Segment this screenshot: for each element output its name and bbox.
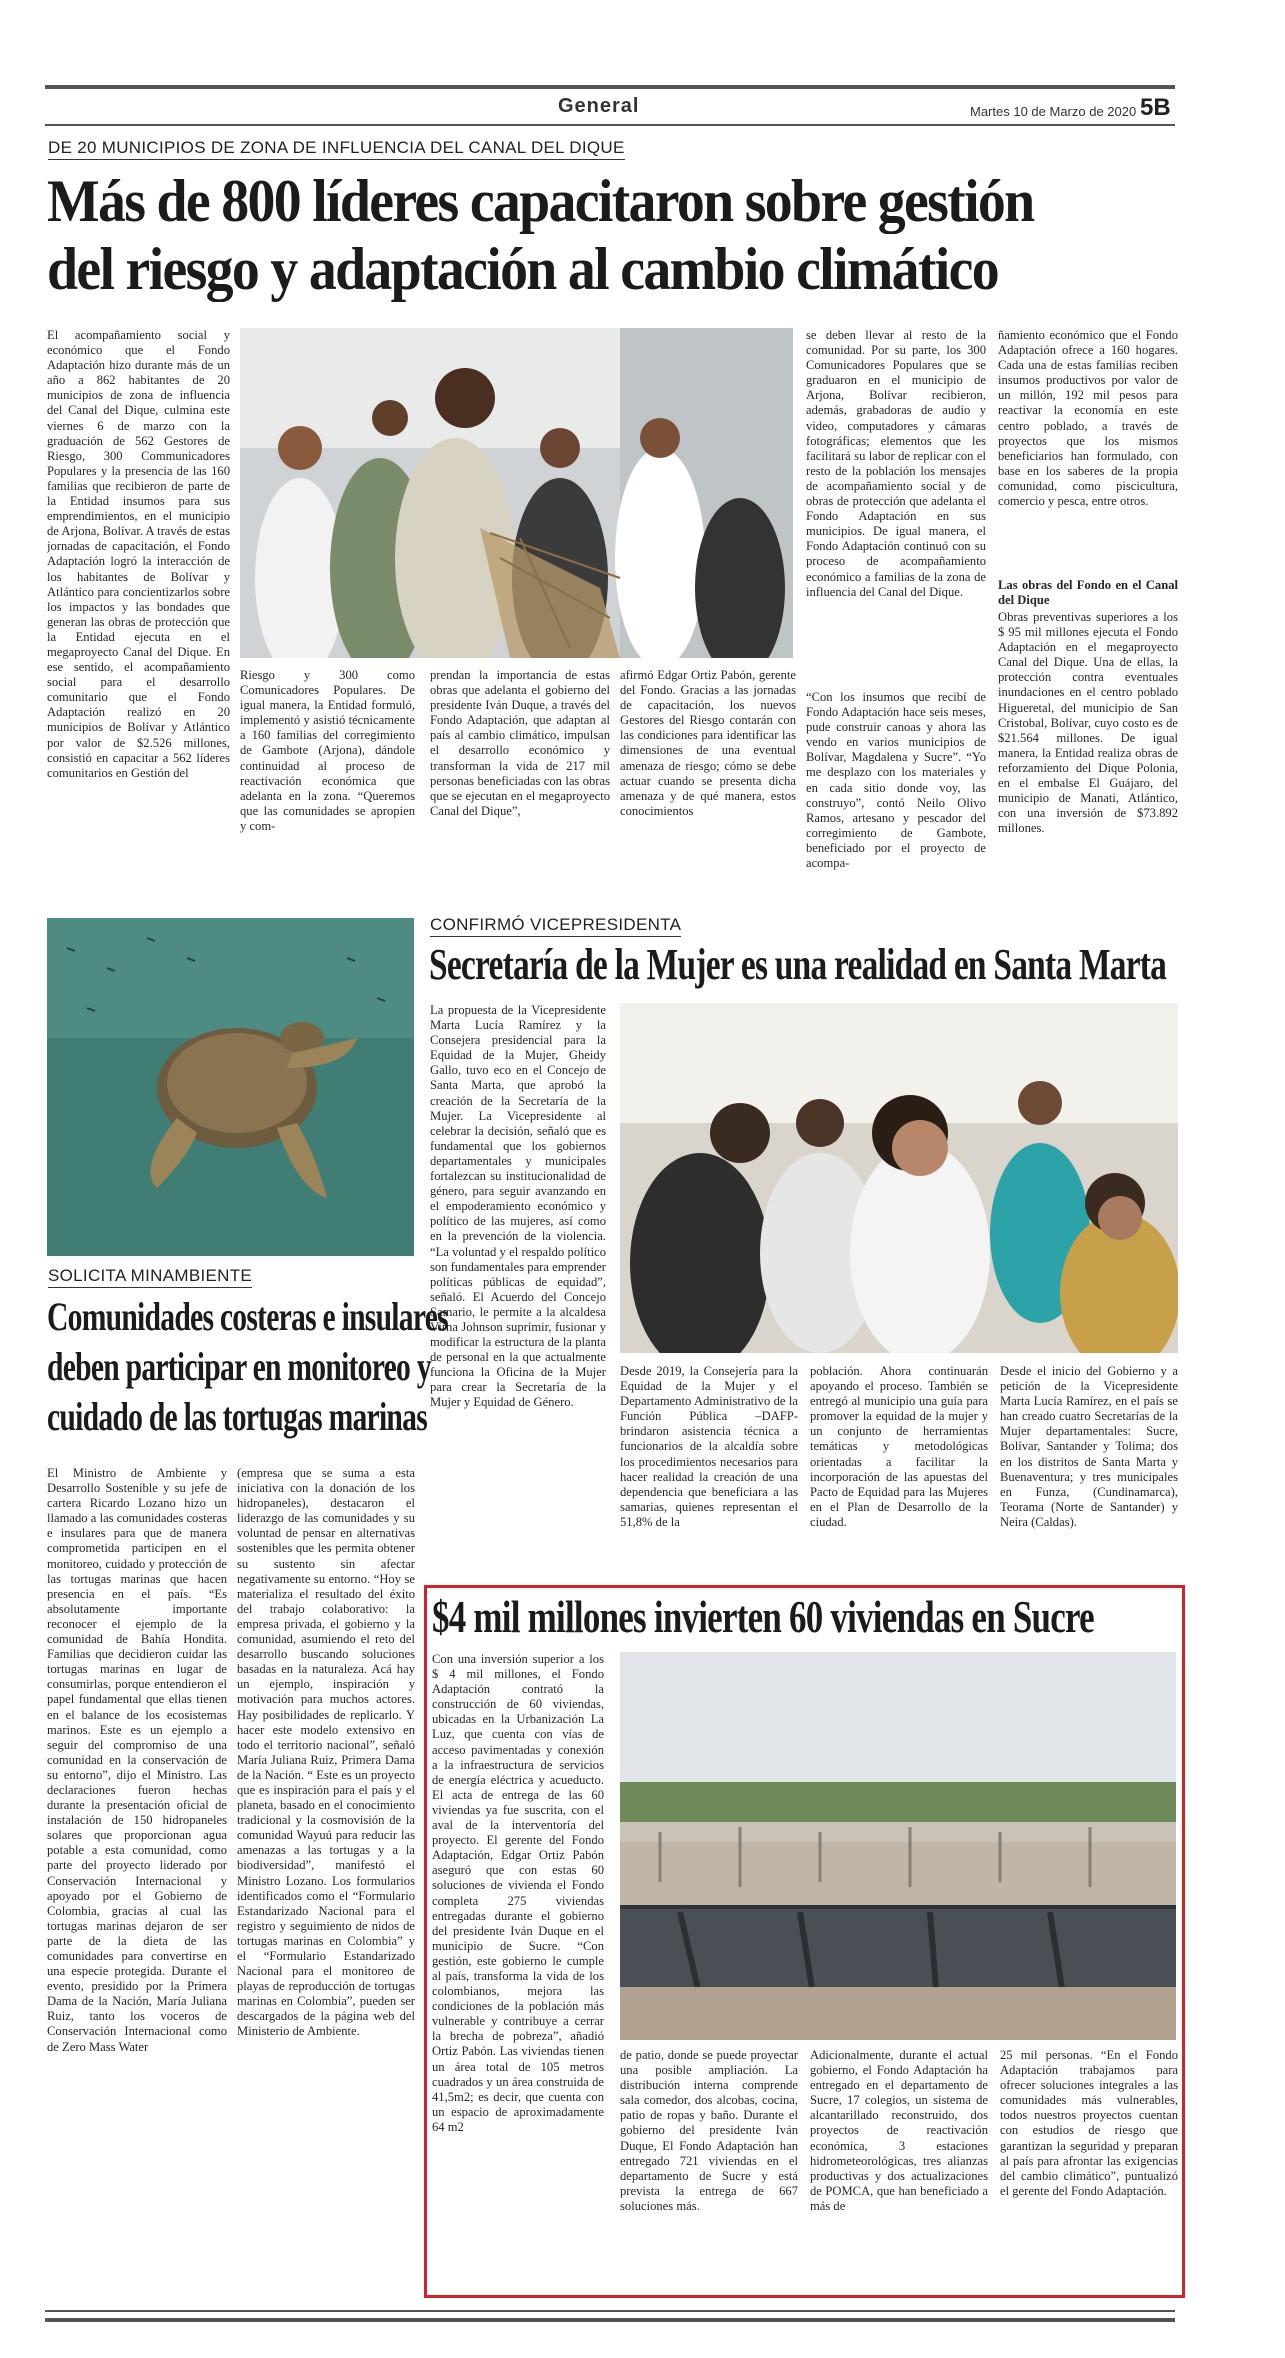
article1-column-6: ñamiento económico que el Fondo Adaptación ofrece a 160 hogares. Cada una de estas familias reciben insumos productivos por valor de un millón, 192 mil pesos para reactivar la economía en este centro poblado, a través de proyectos que los mismos beneficiarios han formulado, con base en los saberes de la propia comunidad, como piscicultura, comercio y pesca, entre otros. <box>998 328 1178 509</box>
article4-column-2: de patio, donde se puede proyectar una posible ampliación. La distribución interna comprende sala comedor, dos alcobas, cocina, patio de ropas y baño. Durante el gobierno del presidente Iván Duque, El Fondo Adaptación han entregado 721 viviendas en el departamento de Sucre y está prevista la entrega de 667 soluciones más. <box>620 2048 798 2213</box>
article2-kicker: SOLICITA MINAMBIENTE <box>48 1266 252 1288</box>
footer-rule-bottom <box>45 2318 1175 2322</box>
article1-column-4b: afirmó Edgar Ortiz Pabón, gerente del Fondo. Gracias a las jornadas de capacitación, los nuevos Gestores del Riesgo contarán con las condiciones para identificar las dimensiones de una eventual amenaza de riesgo; cómo se debe actuar cuando se presenta dicha amenaza y de qué manera, estos conocimientos <box>620 668 796 818</box>
article3-photo <box>620 1003 1178 1353</box>
article1-column-3: prendan la importancia de estas obras que adelanta el gobierno del presidente Iván Duque, a través del Fondo Adaptación, que adaptan al país al cambio climático, impulsan el desarrollo económico y transforman la vida de 217 mil personas beneficiadas con las obras que se ejecutan en el megaproyecto Canal del Dique”, <box>430 668 610 818</box>
article2-title-line1: Comunidades costeras e insulares <box>47 1294 448 1339</box>
article2-column-2: (empresa que se suma a esta iniciativa con la donación de los hidropaneles), destacaron el liderazgo de las comunidades y su voluntad de pensar en alternativas sostenibles que les permita obtener su sustento sin afectar negativamente su entorno. “Hoy se materializa el resultado del éxito del trabajo colaborativo: la empresa privada, el gobierno y la comunidad, asumiendo el reto del desarrollo buscando soluciones basadas en la naturaleza. Acá hay un ejemplo, inspiración y motivación para muchos actores. Hay posibilidades de replicarlo. Y hacer este modelo extensivo en todo el territorio nacional”, señaló María Juliana Ruiz, Primera Dama de la Nación. “ Este es un proyecto que es inspiración para el país y el planeta, basado en el conocimiento tradicional y la cosmovisión de la comunidad Wayuú para reducir las amenazas a las tortugas y a la biodiversidad”, manifestó el Ministro Lozano. Los formularios identificados como el “Formulario Estandarizado Nacional para el registro y seguimiento de nidos de tortugas marinas en Colombia” y el “Formulario Estandarizado Nacional para el monitoreo de playas de reproducción de tortugas marinas en Colombia”, pueden ser descargados de la página web del Ministerio de Ambiente. <box>237 1466 415 2039</box>
article1-photo <box>240 328 793 658</box>
article3-kicker: CONFIRMÓ VICEPRESIDENTA <box>430 915 681 937</box>
turtle-photo <box>47 918 414 1256</box>
article1-column-1: El acompañamiento social y económico que el Fondo Adaptación hizo durante más de un año a 862 habitantes de 20 municipios de zona de influencia del Canal del Dique, culmina este viernes 6 de marzo con la graduación de 562 Gestores de Riesgo, 300 Communicadores Populares y la presencia de las 160 familias que recibieron de parte de la Entidad insumos para sus emprendimientos, en el municipio de Arjona, Bolívar. A través de estas jornadas de capacitación, el Fondo Adaptación logró la interacción de los habitantes de Bolívar y Atlántico para concientizarlos sobre los impactos y las bondades que generan las obras de protección que la Entidad ejecuta en el megaproyecto Canal del Dique. En ese sentido, el acompañamiento social para el desarrollo comunitario que el Fondo Adaptación realizó en 20 municipios de Bolívar y Atlántico por valor de $2.526 millones, consistió en capacitar a 562 líderes comunitarios en Gestión del <box>47 328 230 780</box>
article3-column-1: La propuesta de la Vicepresidente Marta Lucía Ramírez y la Consejera presidencial para la Equidad de la Mujer, Gheidy Gallo, tuvo eco en el Concejo de Santa Marta, que aprobó la creación de la Secretaría de la Mujer. La Vicepresidente al celebrar la decisión, señaló que es fundamental que los gobiernos departamentales y municipales fortalezcan su institucionalidad de género, para seguir avanzando en el empoderamiento económico y político de las mujeres, así como en la prevención de la violencia. “La voluntad y el respaldo político son fundamentales para emprender políticas públicas de equidad”, señaló. El Acuerdo del Concejo Samario, le permite a la alcaldesa Virna Johnson suprimir, fusionar y modificar la estructura de la planta de personal en la que actualmente funciona la Oficina de la Mujer para crear la Secretaría de la Mujer y Equidad de Género. <box>430 1003 606 1410</box>
article1-subhead: Las obras del Fondo en el Canal del Dique <box>998 578 1178 608</box>
article1-column-2: Riesgo y 300 como Comunicadores Populares. De igual manera, la Entidad formuló, implementó y asistió técnicamente a 160 familias del corregimiento de Gambote (Arjona), dándole continuidad al proceso de reactivación económica que adelanta en la zona. “Queremos que las comunidades se apropien y com- <box>240 668 415 833</box>
article4-column-1: Con una inversión superior a los $ 4 mil millones, el Fondo Adaptación contrató la construcción de 60 viviendas, ubicadas en la Urbanización La Luz, que cuenta con vías de acceso pavimentadas y conexión a la infraestructura de servicios de energía eléctrica y acueducto. El acta de entrega de las 60 viviendas ya fue suscrita, con el aval de la interventoría del proyecto. El gerente del Fondo Adaptación, Edgar Ortiz Pabón aseguró que con estas 60 soluciones de vivienda el Fondo completa 275 viviendas entregadas durante el gobierno del presidente Iván Duque en el municipio de Sucre. “Con gestión, este gobierno le cumple al país, transforma la vida de los colombianos, mejora las condiciones de la población más vulnerable y contribuye a cerrar la brecha de pobreza”, añadió Ortiz Pabón. Las viviendas tienen un área total de 105 metros cuadrados y un área construida de 41,5m2; es decir, que cuenta con un espacio de aproximadamente 64 m2 <box>432 1652 604 2134</box>
article3-title: Secretaría de la Mujer es una realidad en Santa Marta <box>429 940 1167 989</box>
article4-photo <box>620 1652 1176 2040</box>
article4-title: $4 mil millones invierten 60 viviendas en Sucre <box>432 1591 1094 1642</box>
article1-column-5: “Con los insumos que recibí de Fondo Adaptación hace seis meses, pude construir canoas y ahora las vendo en varios municipios de Bolívar, Magdalena y Sucre”. “Yo me desplazo con los materiales y en cada sitio donde voy, las construyo”, contó Neilo Olivo Ramos, artesano y pescador del corregimiento de Gambote, beneficiado por el proyecto de acompa- <box>806 690 986 871</box>
article3-column-3: población. Ahora continuarán apoyando el proceso. También se entregó al municipio una guía para promover la equidad de la mujer y un conjunto de herramientas temáticas y metodológicas orientadas a facilitar la incorporación de las apuestas del Pacto de Equidad para las Mujeres en el Plan de Desarrollo de la ciudad. <box>810 1364 988 1529</box>
article4-column-3: Adicionalmente, durante el actual gobierno, el Fondo Adaptación ha entregado en el departamento de Sucre, 17 colegios, un sistema de alcantarillado reconstruido, dos proyectos de reactivación económica, 3 estaciones hidrometeorológicas, tres alianzas productivas y dos actualizaciones de POMCA, que han beneficiado a más de <box>810 2048 988 2213</box>
article1-kicker: DE 20 MUNICIPIOS DE ZONA DE INFLUENCIA DEL CANAL DEL DIQUE <box>48 138 625 160</box>
page-number: 5B <box>1140 94 1171 121</box>
article3-column-4: Desde el inicio del Gobierno y a petición de la Vicepresidente Marta Lucía Ramírez, en el país se han creado cuatro Secretarías de la Mujer departamentales: Sucre, Bolívar, Santander y Tolima; dos en los distritos de Santa Marta y Buenaventura; y tres municipales en Funza, (Cundinamarca), Teorama (Norte de Santander) y Neira (Caldas). <box>1000 1364 1178 1529</box>
article3-column-2: Desde 2019, la Consejería para la Equidad de la Mujer y el Departamento Administrativo de la Función Pública –DAFP- brindaron asistencia técnica a funcionarios de la alcaldía sobre los procedimientos necesarios para hacer realidad la creación de una dependencia que beneficiara a las samarias, quienes representan el 51,8% de la <box>620 1364 798 1529</box>
footer-rule-top <box>45 2310 1175 2312</box>
article1-column-4a: se deben llevar al resto de la comunidad. Por su parte, los 300 Comunicadores Populares que se graduaron en el municipio de Arjona, Bolívar recibieron, además, grabadoras de audio y video, computadores y cámaras fotográficas; elementos que les facilitará su labor de replicar con el resto de la población los mensajes de acompañamiento social y de obras de protección que adelanta el Fondo Adaptación en sus municipios. De igual manera, el Fondo Adaptación continuó con su proceso de acompañamiento económico a familias de la zona de influencia del Canal del Dique. <box>806 328 986 599</box>
article2-title-line3: cuidado de las tortugas marinas <box>47 1394 427 1439</box>
article2-title-line2: deben participar en monitoreo y <box>47 1344 431 1389</box>
article2-column-1: El Ministro de Ambiente y Desarrollo Sostenible y su jefe de cartera Ricardo Lozano hizo un llamado a las comunidades costeras e insulares para que de manera comprometida participen en el monitoreo, cuidado y protección de las tortugas marinas que hacen presencia en el país. “Es absolutamente importante reconocer el ejemplo de la comunidad de Bahía Hondita. Familias que decidieron cuidar las tortugas marinas en lugar de consumirlas, porque entendieron el papel fundamental que ellas tienen en el balance de los ecosistemas marinos. Este es un ejemplo a seguir del compromiso de una comunidad en la conservación de su entorno”, dijo el Ministro. Las declaraciones fueron hechas durante la presentación oficial de instalación de 150 hidropaneles solares que proporcionan agua potable a esta comunidad, como parte del proyecto liderado por Conservación Internacional y apoyado por el Gobierno de Colombia, gracias al cual las tortugas marinas dejaron de ser parte de la dieta de las comunidades para convertirse en una especie protegida. Durante el evento, presidido por la Primera Dama de la Nación, María Juliana Ruiz, tanto los voceros de Conservación Internacional como de Zero Mass Water <box>47 1466 227 2054</box>
section-name: General <box>558 95 640 117</box>
article4-column-4: 25 mil personas. “En el Fondo Adaptación trabajamos para ofrecer soluciones integrales a las comunidades más vulnerables, todos nuestros proyectos cuentan con estudios de riesgo que garantizan la seguridad y preparan al país para afrontar las exigencias del cambio climático”, puntualizó el gerente del Fondo Adaptación. <box>1000 2048 1178 2198</box>
article1-title-line2: del riesgo y adaptación al cambio climático <box>47 236 998 302</box>
article1-column-6b: Obras preventivas superiores a los $ 95 mil millones ejecuta el Fondo Adaptación en el megaproyecto Canal del Dique. Una de ellas, la protección contra eventuales inundaciones en el centro poblado Higueretal, del municipio de San Cristobal, Bolívar, cuyo costo es de $21.564 millones. De igual manera, la Entidad realiza obras de reforzamiento del Dique Polonia, en el embalse El Guájaro, del municipio de Manati, Atlántico, con una inversión de $73.892 millones. <box>998 610 1178 836</box>
header-top-rule <box>45 85 1175 89</box>
header-bottom-rule <box>45 124 1175 126</box>
article1-title-line1: Más de 800 líderes capacitaron sobre gestión <box>47 168 1034 234</box>
issue-date: Martes 10 de Marzo de 2020 <box>970 104 1137 119</box>
